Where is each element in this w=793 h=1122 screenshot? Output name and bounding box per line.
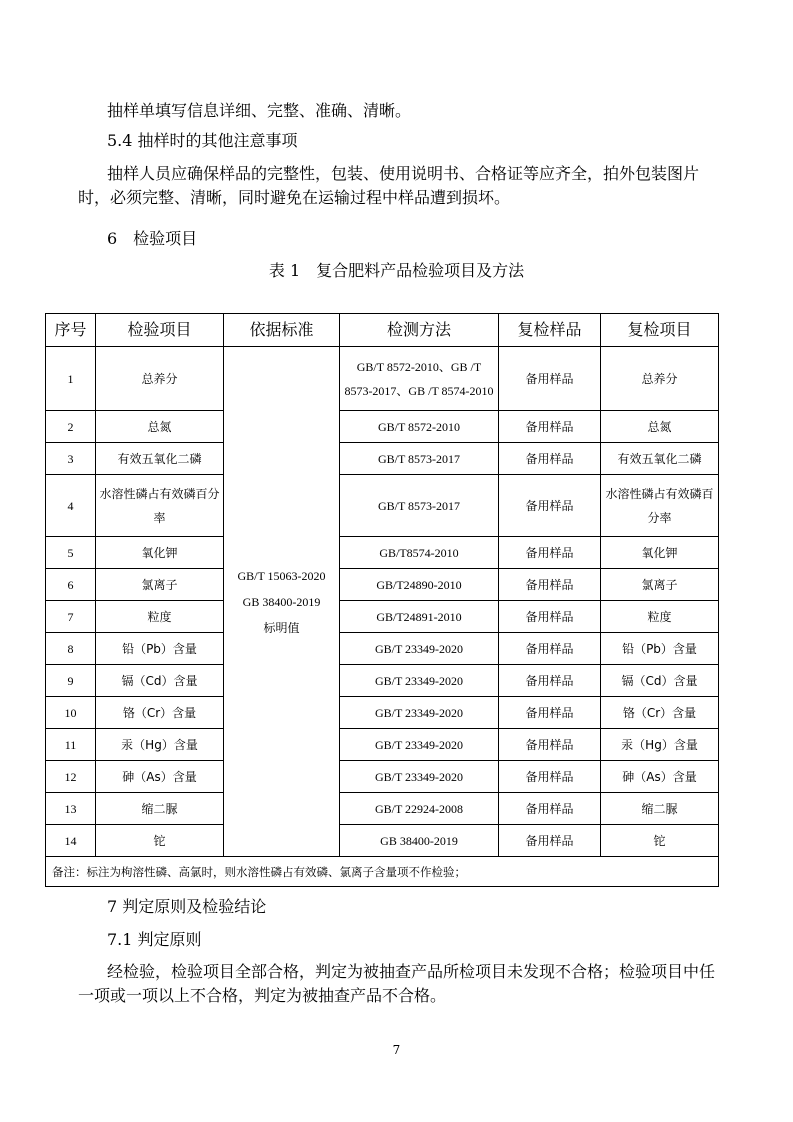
cell-method: GB/T 23349-2020	[340, 761, 499, 793]
cell-method: GB/T 8573-2017	[340, 475, 499, 537]
cell-recheck: 铅（Pb）含量	[601, 633, 719, 665]
inspection-table	[45, 313, 719, 887]
header-item: 检验项目	[96, 314, 224, 347]
cell-item: 缩二脲	[96, 793, 224, 825]
cell-item: 粒度	[96, 601, 224, 633]
table-header-row	[46, 314, 719, 347]
cell-item: 铅（Pb）含量	[96, 633, 224, 665]
cell-recheck: 水溶性磷占有效磷百分率	[601, 475, 719, 537]
cell-recheck: 总氮	[601, 411, 719, 443]
cell-item: 总氮	[96, 411, 224, 443]
cell-sample: 备用样品	[499, 793, 601, 825]
cell-method: GB/T 8572-2010、GB /T 8573-2017、GB /T 8574-2010	[340, 347, 499, 411]
cell-sample: 备用样品	[499, 729, 601, 761]
cell-recheck: 粒度	[601, 601, 719, 633]
cell-no: 7	[46, 601, 96, 633]
cell-method: GB 38400-2019	[340, 825, 499, 857]
cell-item: 镉（Cd）含量	[96, 665, 224, 697]
cell-recheck: 铬（Cr）含量	[601, 697, 719, 729]
table-note: 备注：标注为枸溶性磷、高氯时，则水溶性磷占有效磷、氯离子含量项不作检验；	[46, 857, 719, 887]
cell-sample: 备用样品	[499, 537, 601, 569]
table-row	[46, 411, 719, 443]
cell-no: 8	[46, 633, 96, 665]
table-row	[46, 569, 719, 601]
cell-sample: 备用样品	[499, 665, 601, 697]
cell-sample: 备用样品	[499, 475, 601, 537]
heading-5-4: 5.4 抽样时的其他注意事项	[107, 131, 298, 150]
cell-item: 有效五氧化二磷	[96, 443, 224, 475]
cell-item: 汞（Hg）含量	[96, 729, 224, 761]
cell-recheck: 砷（As）含量	[601, 761, 719, 793]
cell-no: 2	[46, 411, 96, 443]
cell-sample: 备用样品	[499, 347, 601, 411]
cell-no: 13	[46, 793, 96, 825]
cell-no: 1	[46, 347, 96, 411]
standard-line: GB/T 15063-2020	[237, 568, 326, 583]
cell-item: 氯离子	[96, 569, 224, 601]
cell-no: 5	[46, 537, 96, 569]
table-row	[46, 729, 719, 761]
paragraph-sampling-notes: 抽样人员应确保样品的完整性，包装、使用说明书、合格证等应齐全，拍外包装图片时，必须完整、清晰，同时避免在运输过程中样品遭到损坏。	[78, 164, 700, 207]
table-row	[46, 825, 719, 857]
page-number: 7	[392, 1043, 401, 1057]
cell-sample: 备用样品	[499, 697, 601, 729]
table-row	[46, 537, 719, 569]
table-row	[46, 761, 719, 793]
header-method: 检测方法	[340, 314, 499, 347]
cell-no: 3	[46, 443, 96, 475]
cell-method: GB/T 23349-2020	[340, 729, 499, 761]
cell-method: GB/T24891-2010	[340, 601, 499, 633]
table-row	[46, 443, 719, 475]
cell-no: 14	[46, 825, 96, 857]
header-recheck: 复检项目	[601, 314, 719, 347]
cell-item: 总养分	[96, 347, 224, 411]
cell-no: 9	[46, 665, 96, 697]
cell-recheck: 铊	[601, 825, 719, 857]
cell-sample: 备用样品	[499, 633, 601, 665]
cell-method: GB/T 23349-2020	[340, 697, 499, 729]
cell-no: 11	[46, 729, 96, 761]
cell-sample: 备用样品	[499, 761, 601, 793]
cell-no: 4	[46, 475, 96, 537]
heading-7-1: 7.1 判定原则	[107, 930, 202, 949]
cell-recheck: 氯离子	[601, 569, 719, 601]
standard-line: GB 38400-2019	[242, 594, 321, 609]
cell-method: GB/T8574-2010	[340, 537, 499, 569]
table-note-row	[46, 857, 719, 887]
table-caption: 表 1 复合肥料产品检验项目及方法	[268, 261, 525, 280]
cell-sample: 备用样品	[499, 569, 601, 601]
cell-sample: 备用样品	[499, 443, 601, 475]
cell-standard	[224, 347, 340, 857]
cell-sample: 备用样品	[499, 825, 601, 857]
cell-item: 砷（As）含量	[96, 761, 224, 793]
table-row	[46, 633, 719, 665]
cell-no: 12	[46, 761, 96, 793]
header-standard: 依据标准	[224, 314, 340, 347]
cell-method: GB/T 23349-2020	[340, 633, 499, 665]
heading-7: 7 判定原则及检验结论	[107, 897, 267, 916]
table-row	[46, 475, 719, 537]
cell-method: GB/T 8573-2017	[340, 443, 499, 475]
cell-no: 10	[46, 697, 96, 729]
cell-recheck: 氧化钾	[601, 537, 719, 569]
cell-recheck: 有效五氧化二磷	[601, 443, 719, 475]
table-row	[46, 697, 719, 729]
table-row	[46, 347, 719, 411]
cell-sample: 备用样品	[499, 411, 601, 443]
cell-item: 铬（Cr）含量	[96, 697, 224, 729]
header-sample: 复检样品	[499, 314, 601, 347]
standard-line: 标明值	[263, 620, 300, 635]
cell-item: 水溶性磷占有效磷百分率	[96, 475, 224, 537]
cell-method: GB/T 22924-2008	[340, 793, 499, 825]
table-row	[46, 665, 719, 697]
cell-recheck: 汞（Hg）含量	[601, 729, 719, 761]
header-no: 序号	[46, 314, 96, 347]
cell-no: 6	[46, 569, 96, 601]
cell-method: GB/T 23349-2020	[340, 665, 499, 697]
paragraph-sampling-form: 抽样单填写信息详细、完整、准确、清晰。	[107, 101, 412, 120]
table-row	[46, 793, 719, 825]
cell-recheck: 镉（Cd）含量	[601, 665, 719, 697]
table-row	[46, 601, 719, 633]
cell-method: GB/T 8572-2010	[340, 411, 499, 443]
cell-item: 氧化钾	[96, 537, 224, 569]
heading-6: 6 检验项目	[107, 229, 198, 248]
cell-item: 铊	[96, 825, 224, 857]
paragraph-judgement: 经检验，检验项目全部合格，判定为被抽查产品所检项目未发现不合格；检验项目中任一项或一项以上不合格，判定为被抽查产品不合格。	[78, 962, 716, 1005]
cell-recheck: 总养分	[601, 347, 719, 411]
cell-recheck: 缩二脲	[601, 793, 719, 825]
cell-sample: 备用样品	[499, 601, 601, 633]
cell-method: GB/T24890-2010	[340, 569, 499, 601]
